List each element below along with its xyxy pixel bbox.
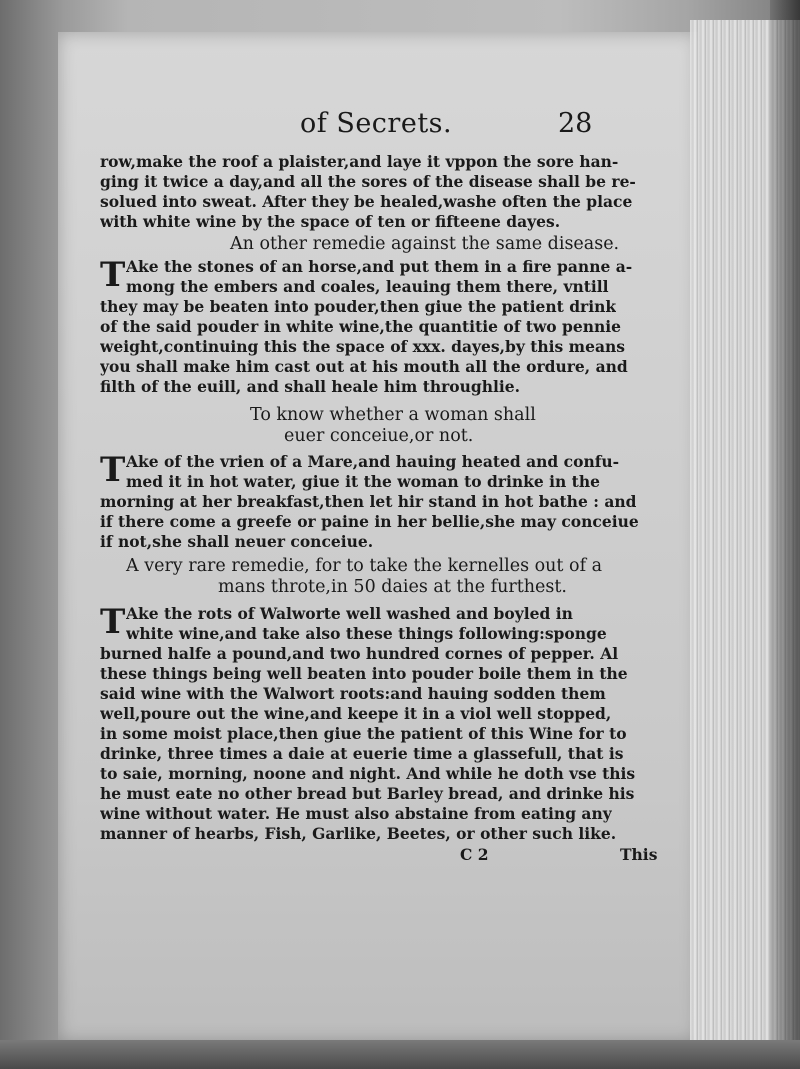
- text-line: manner of hearbs, Fish, Garlike, Beetes, or other such like.: [100, 824, 617, 843]
- text-line: he must eate no other bread but Barley bread, and drinke his: [100, 784, 635, 803]
- text-line: white wine,and take also these things following:sponge: [126, 624, 607, 643]
- text-block: [100, 100, 700, 1020]
- section-heading: A very rare remedie, for to take the kernelles out of a: [126, 556, 603, 576]
- text-line: well,poure out the wine,and keepe it in a viol well stopped,: [100, 704, 612, 723]
- section-heading: euer conceiue,or not.: [284, 426, 474, 446]
- bottom-shadow: [0, 1040, 800, 1069]
- text-line: weight,continuing this the space of xxx. dayes,by this means: [100, 337, 625, 356]
- text-line: ging it twice a day,and all the sores of the disease shall be re-: [100, 172, 636, 191]
- text-line: Ake the rots of Walworte well washed and boyled in: [126, 604, 573, 623]
- text-line: if there come a greefe or paine in her bellie,she may conceiue: [100, 512, 639, 531]
- drop-initial: T: [100, 602, 126, 642]
- section-heading: An other remedie against the same disease.: [230, 234, 620, 254]
- text-line: of the said pouder in white wine,the quantitie of two pennie: [100, 317, 622, 336]
- text-line: said wine with the Walwort roots:and hauing sodden them: [100, 684, 606, 703]
- drop-initial: T: [100, 255, 126, 295]
- text-line: morning at her breakfast,then let hir stand in hot bathe : and: [100, 492, 637, 511]
- running-head: [300, 108, 640, 144]
- text-line: solued into sweat. After they be healed,washe often the place: [100, 192, 633, 211]
- text-line: wine without water. He must also abstaine from eating any: [100, 804, 612, 823]
- section-heading: mans throte,in 50 daies at the furthest.: [218, 577, 567, 597]
- text-line: with white wine by the space of ten or fifteene dayes.: [100, 212, 561, 231]
- text-line: drinke, three times a daie at euerie time a glassefull, that is: [100, 744, 624, 763]
- text-line: mong the embers and coales, leauing them there, vntill: [126, 277, 609, 296]
- text-line: you shall make him cast out at his mouth all the ordure, and: [100, 357, 628, 376]
- text-line: these things being well beaten into pouder boile them in the: [100, 664, 628, 683]
- text-line: row,make the roof a plaister,and laye it vppon the sore han-: [100, 152, 619, 171]
- catchword: This: [620, 845, 658, 864]
- signature-mark: C 2: [460, 845, 489, 864]
- text-line: to saie, morning, noone and night. And while he doth vse this: [100, 764, 636, 783]
- text-line: burned halfe a pound,and two hundred cornes of pepper. Al: [100, 644, 619, 663]
- text-line: Ake the stones of an horse,and put them in a fire panne a-: [126, 257, 633, 276]
- running-head-title: of Secrets.: [300, 108, 453, 139]
- text-line: if not,she shall neuer conceiue.: [100, 532, 374, 551]
- text-line: in some moist place,then giue the patient of this Wine for to: [100, 724, 627, 743]
- binding-shadow: [770, 0, 800, 1069]
- drop-initial: T: [100, 450, 126, 490]
- text-line: they may be beaten into pouder,then giue the patient drink: [100, 297, 617, 316]
- text-line: Ake of the vrien of a Mare,and hauing heated and confu-: [126, 452, 620, 471]
- text-line: med it in hot water, giue it the woman to drinke in the: [126, 472, 600, 491]
- section-heading: To know whether a woman shall: [250, 405, 536, 425]
- page-number: 28: [558, 108, 593, 139]
- text-line: filth of the euill, and shall heale him throughlie.: [100, 377, 521, 396]
